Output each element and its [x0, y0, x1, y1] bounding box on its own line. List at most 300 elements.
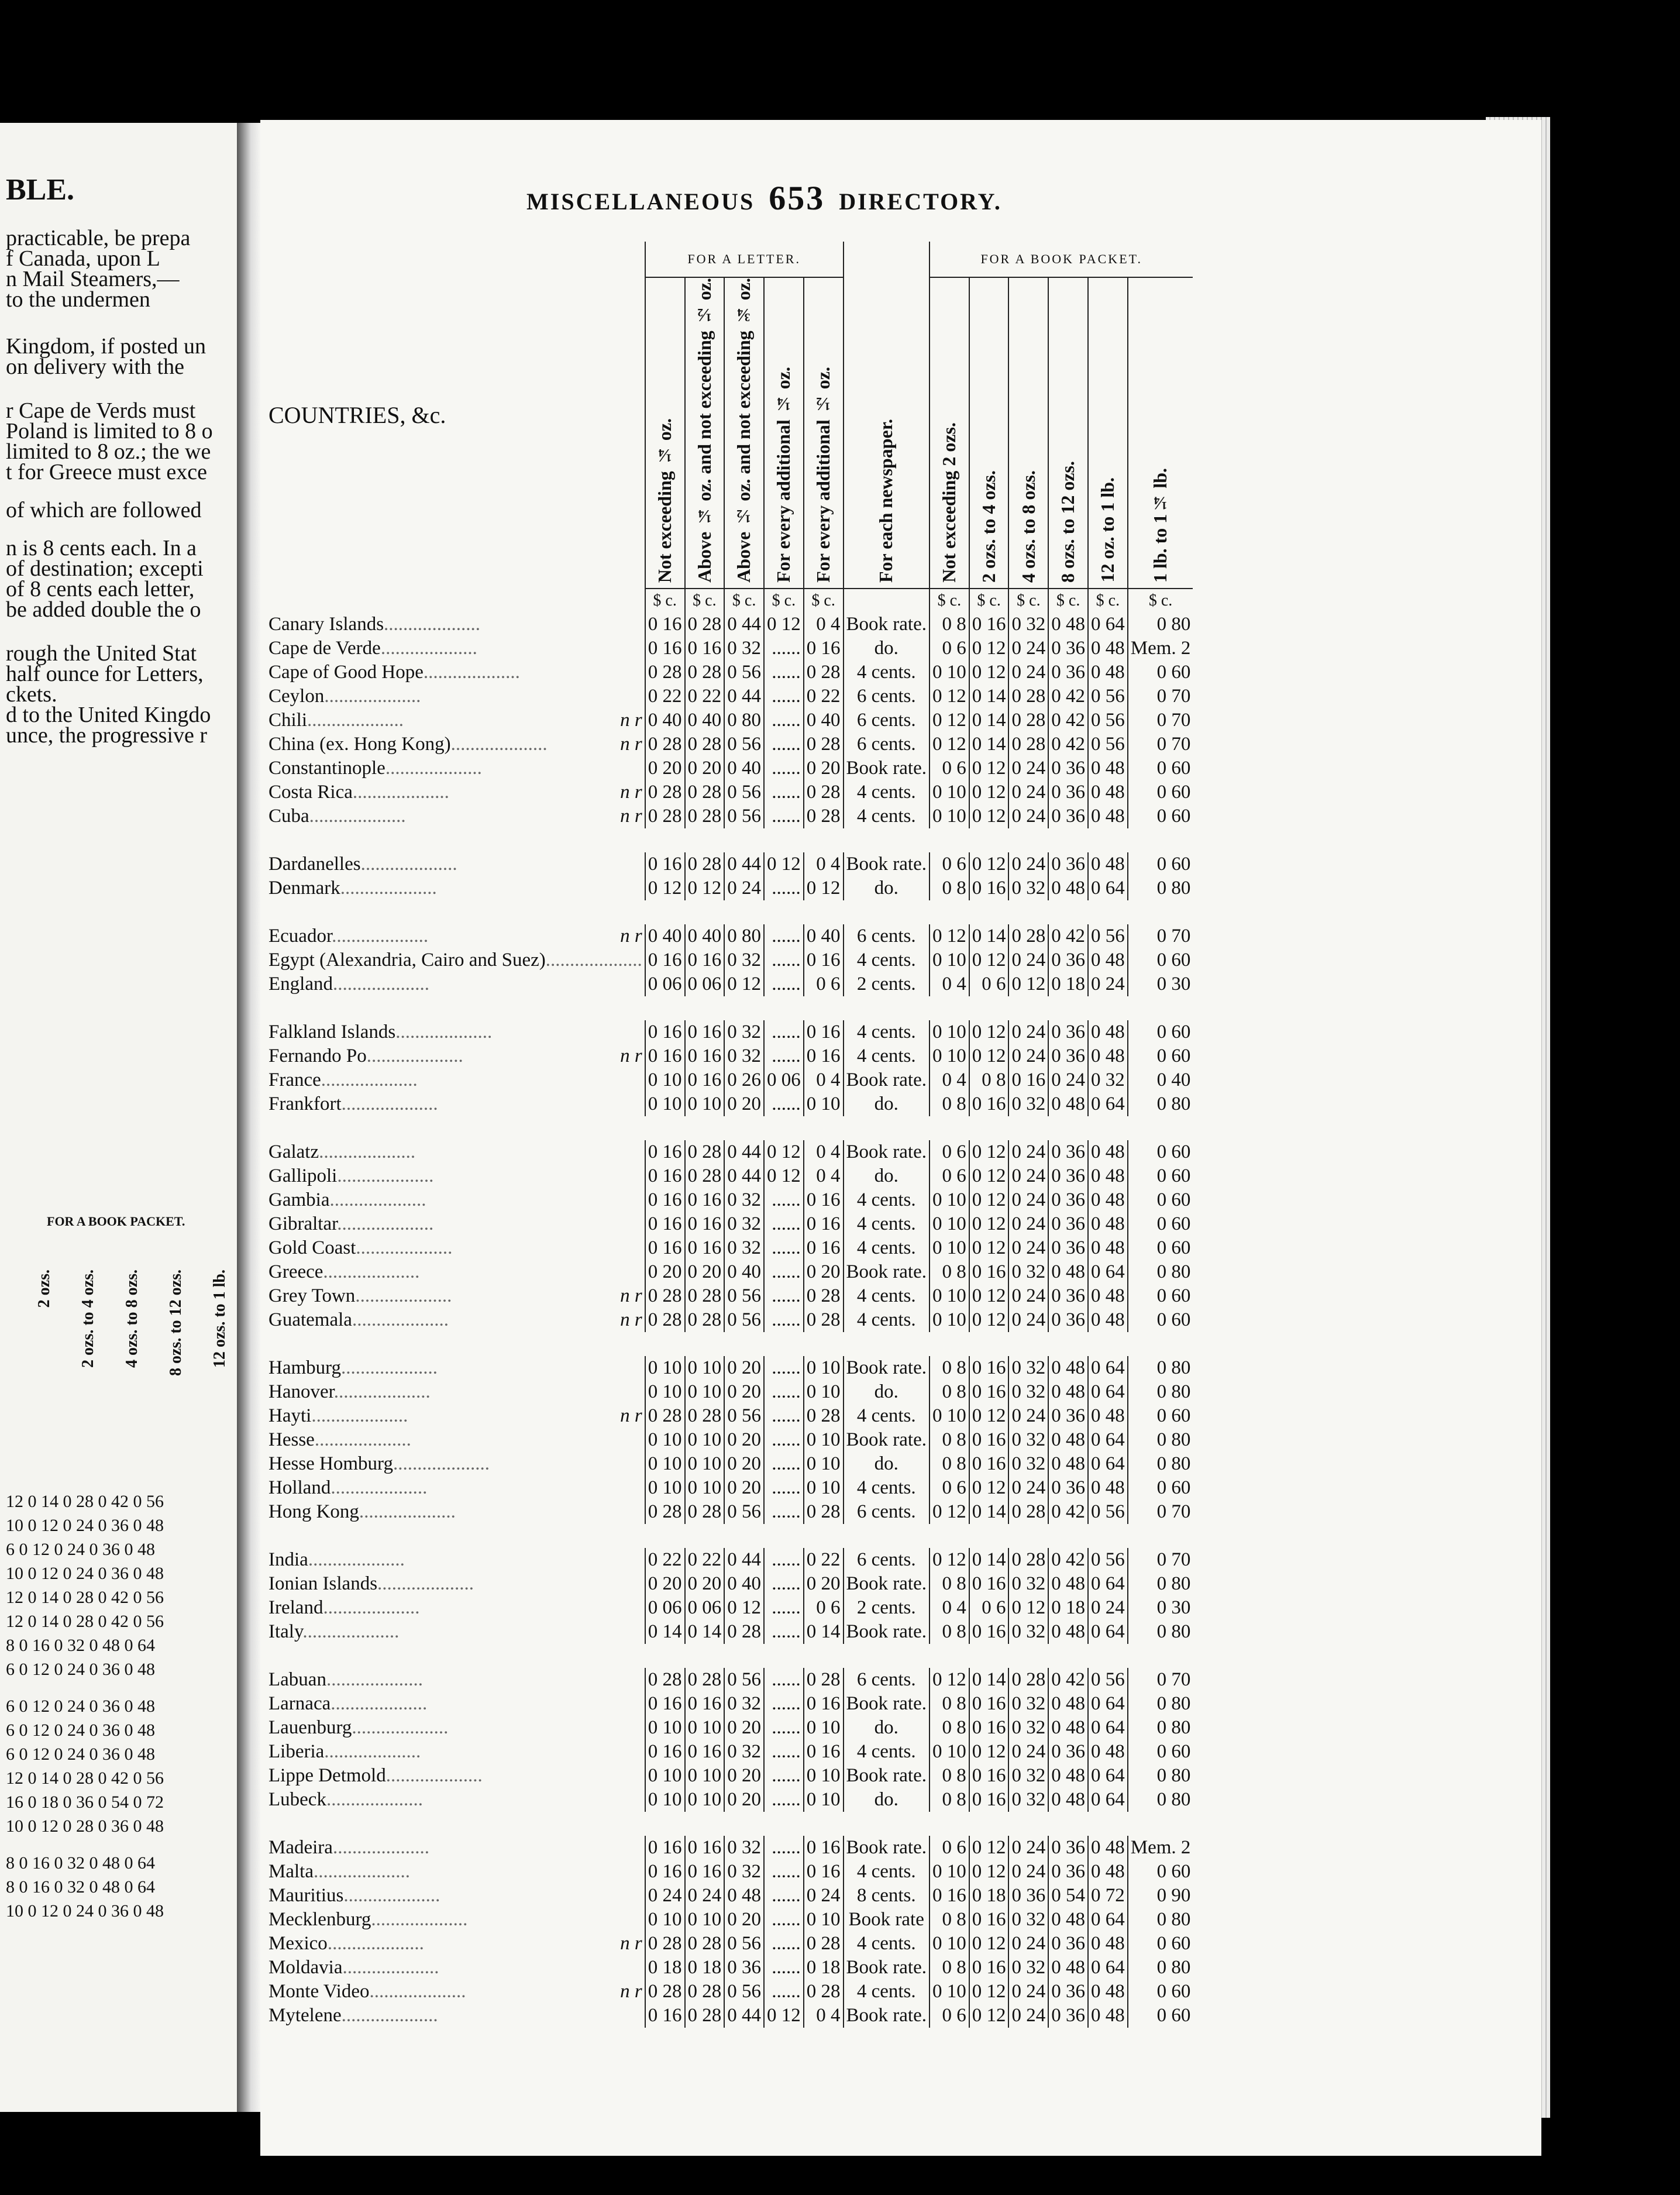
column-header: For each newspaper.	[875, 418, 897, 583]
rate-cell: Book rate.	[844, 1140, 929, 1164]
rate-cell: 0 06	[645, 972, 685, 996]
rate-cell: 0 80	[1128, 1956, 1193, 1980]
table-row	[266, 1956, 1193, 1980]
rate-cell: 0 28	[645, 780, 685, 804]
country-name: Constantinople	[268, 757, 385, 779]
rate-cell: 0 12	[929, 1668, 969, 1692]
rate-cell: 0 56	[1088, 1668, 1128, 1692]
rate-cell: 0 6	[969, 1596, 1009, 1620]
rate-cell: 0 20	[724, 1764, 764, 1788]
rate-cell: 0 10	[929, 660, 969, 684]
rate-cell: 0 48	[1048, 1788, 1088, 1812]
rate-cell: 0 60	[1128, 1020, 1193, 1044]
unit-cell: $ c.	[804, 589, 844, 613]
country-name: India	[268, 1549, 308, 1570]
rate-cell: 0 16	[1008, 1068, 1048, 1092]
column-header: 1 lb. to 1¼ lb.	[1149, 467, 1171, 583]
country-cell	[266, 1932, 645, 1956]
column-header-cell	[929, 277, 969, 589]
rate-cell: 0 24	[1008, 1476, 1048, 1500]
rate-cell: 0 56	[724, 1668, 764, 1692]
gap-cell	[266, 1812, 1193, 1836]
table-row	[266, 1140, 1193, 1164]
rate-cell: 0 16	[969, 1620, 1009, 1644]
rate-cell: 0 12	[1008, 972, 1048, 996]
country-name: Lubeck	[268, 1788, 326, 1810]
table-row	[266, 972, 1193, 996]
rate-cell: 0 28	[685, 1980, 725, 2004]
rate-cell: 0 36	[724, 1956, 764, 1980]
rate-cell: 0 28	[685, 1308, 725, 1332]
rate-cell: 0 32	[1008, 1380, 1048, 1404]
rate-cell: 0 10	[929, 1188, 969, 1212]
country-cell	[266, 852, 645, 876]
rate-cell: 0 14	[969, 732, 1009, 756]
rate-cell: 0 36	[1048, 1740, 1088, 1764]
country-name: Italy	[268, 1621, 303, 1642]
rate-cell: 0 10	[685, 1428, 725, 1452]
rate-cell: 0 42	[1048, 1668, 1088, 1692]
column-header-cell	[969, 277, 1009, 589]
rate-cell: Book rate	[844, 1908, 929, 1932]
rate-cell: ......	[764, 637, 804, 660]
rate-cell: 0 42	[1048, 708, 1088, 732]
rate-cell: 0 12	[724, 972, 764, 996]
rate-cell: 0 48	[1088, 1308, 1128, 1332]
rate-cell: 0 64	[1088, 1356, 1128, 1380]
rate-cell: ......	[764, 1404, 804, 1428]
rate-cell: 0 4	[804, 2004, 844, 2028]
rate-cell: 0 8	[929, 1572, 969, 1596]
rate-cell: 0 6	[804, 1596, 844, 1620]
rate-cell: 0 8	[929, 1452, 969, 1476]
rate-cell: 0 14	[969, 924, 1009, 948]
rate-cell: 0 12	[764, 1140, 804, 1164]
rate-cell: 0 80	[1128, 1380, 1193, 1404]
table-row	[266, 780, 1193, 804]
rate-cell: 0 64	[1088, 1692, 1128, 1716]
rate-cell: ......	[764, 684, 804, 708]
left-table-row: 6 0 12 0 24 0 36 0 48	[6, 1660, 155, 1679]
rate-cell: 0 36	[1048, 1860, 1088, 1884]
rate-cell: 0 28	[685, 780, 725, 804]
rate-cell: 0 36	[1048, 1188, 1088, 1212]
rate-cell: 0 32	[1008, 1956, 1048, 1980]
rate-cell: 0 24	[1008, 1740, 1048, 1764]
country-cell	[266, 1788, 645, 1812]
country-name: Canary Islands	[268, 613, 384, 635]
leader-dots: ....................	[329, 1189, 426, 1210]
rate-cell: 0 56	[1088, 924, 1128, 948]
rate-cell: 0 36	[1048, 1236, 1088, 1260]
rate-cell: 0 10	[685, 1092, 725, 1116]
rate-cell: 0 60	[1128, 1980, 1193, 2004]
rate-cell: 0 18	[645, 1956, 685, 1980]
rate-cell: 0 28	[685, 732, 725, 756]
table-row	[266, 1740, 1193, 1764]
rate-cell: 0 16	[685, 1836, 725, 1860]
group-gap	[266, 1524, 1193, 1548]
rate-cell: 0 80	[1128, 1356, 1193, 1380]
left-page-line: half ounce for Letters,	[6, 662, 204, 686]
rate-cell: do.	[844, 1380, 929, 1404]
rate-cell: 0 12	[929, 732, 969, 756]
rate-cell: 0 56	[724, 1932, 764, 1956]
rate-cell: 0 16	[969, 1356, 1009, 1380]
country-cell	[266, 732, 645, 756]
gap-cell	[266, 1524, 1193, 1548]
rate-cell: do.	[844, 637, 929, 660]
nr-mark: n r	[620, 781, 642, 803]
rate-cell: 0 60	[1128, 1044, 1193, 1068]
rate-cell: ......	[764, 756, 804, 780]
book-packet-group-header: FOR A BOOK PACKET.	[929, 242, 1193, 277]
column-header: Above ½ oz. and not exceeding ¾ oz.	[733, 278, 755, 583]
column-header-cell	[724, 277, 764, 589]
rate-cell: 0 40	[685, 708, 725, 732]
left-page-line: ckets.	[6, 682, 57, 707]
table-row	[266, 1044, 1193, 1068]
rate-cell: 0 36	[1048, 1140, 1088, 1164]
rate-cell: 0 24	[1008, 804, 1048, 828]
rate-cell: 0 32	[724, 1212, 764, 1236]
rate-cell: 0 8	[929, 1356, 969, 1380]
rate-cell: 0 10	[645, 1788, 685, 1812]
column-header-cell	[645, 277, 685, 589]
rate-cell: 0 48	[1048, 1620, 1088, 1644]
rate-cell: 0 28	[804, 1932, 844, 1956]
country-name: Mecklenburg	[268, 1908, 371, 1930]
rate-cell: 0 24	[1008, 1836, 1048, 1860]
country-cell	[266, 1284, 645, 1308]
rate-cell: 0 80	[1128, 1092, 1193, 1116]
leader-dots: ....................	[341, 1093, 438, 1114]
unit-row	[266, 589, 1193, 613]
left-table-row: 6 0 12 0 24 0 36 0 48	[6, 1721, 155, 1740]
rate-cell: Book rate.	[844, 1260, 929, 1284]
nr-mark: n r	[620, 805, 642, 827]
header-right: DIRECTORY.	[839, 188, 1002, 215]
country-cell	[266, 1092, 645, 1116]
left-page-line: f Canada, upon L	[6, 246, 160, 271]
column-header: Not exceeding 2 ozs.	[938, 422, 960, 583]
rate-cell: 0 10	[804, 1092, 844, 1116]
left-facing-page	[0, 123, 237, 2112]
rate-cell: 0 16	[969, 1092, 1009, 1116]
rate-cell: 0 24	[1088, 972, 1128, 996]
rate-cell: 4 cents.	[844, 1740, 929, 1764]
rate-cell: 0 20	[724, 1716, 764, 1740]
rate-cell: 0 28	[685, 2004, 725, 2028]
rate-cell: 0 28	[645, 1932, 685, 1956]
rate-cell: 4 cents.	[844, 1308, 929, 1332]
rate-cell: 0 48	[1048, 1356, 1088, 1380]
rate-cell: 0 28	[645, 732, 685, 756]
rate-cell: 0 48	[1088, 852, 1128, 876]
leader-dots: ....................	[319, 1141, 416, 1162]
unit-cell: $ c.	[1048, 589, 1088, 613]
rate-cell: Book rate.	[844, 2004, 929, 2028]
rate-cell: 0 16	[804, 1740, 844, 1764]
rate-cell: 4 cents.	[844, 1236, 929, 1260]
rate-cell: 6 cents.	[844, 1668, 929, 1692]
rate-cell: 0 16	[804, 1836, 844, 1860]
rate-cell: 0 48	[1048, 1092, 1088, 1116]
unit-cell: $ c.	[1128, 589, 1193, 613]
left-table-row: 10 0 12 0 24 0 36 0 48	[6, 1516, 164, 1535]
rate-cell: 0 48	[1088, 1860, 1128, 1884]
rate-cell: 0 80	[1128, 1692, 1193, 1716]
left-column-header: 4 ozs. to 8 ozs.	[123, 1269, 141, 1368]
left-page-line: practicable, be prepa	[6, 226, 191, 250]
rate-cell: 0 64	[1088, 1572, 1128, 1596]
rate-cell: ......	[764, 1908, 804, 1932]
rate-cell: 0 16	[804, 1188, 844, 1212]
rate-cell: 0 48	[1088, 1980, 1128, 2004]
leader-dots: ....................	[332, 925, 429, 947]
table-row	[266, 1404, 1193, 1428]
table-row	[266, 1212, 1193, 1236]
rate-cell: 0 24	[1008, 1212, 1048, 1236]
gap-cell	[266, 1332, 1193, 1356]
rate-cell: 0 56	[724, 1404, 764, 1428]
rate-cell: ......	[764, 1764, 804, 1788]
rate-cell: 0 12	[645, 876, 685, 900]
rate-cell: 0 14	[969, 708, 1009, 732]
leader-dots: ....................	[302, 1621, 400, 1642]
rate-cell: 0 48	[1088, 1836, 1128, 1860]
leader-dots: ....................	[355, 1285, 452, 1306]
rate-cell: 0 10	[804, 1764, 844, 1788]
rate-cell: 0 60	[1128, 756, 1193, 780]
rate-cell: 0 16	[969, 1956, 1009, 1980]
rate-cell: 0 4	[804, 1068, 844, 1092]
country-name: Gambia	[268, 1189, 330, 1210]
leader-dots: ....................	[395, 1021, 493, 1043]
rate-cell: ......	[764, 1236, 804, 1260]
rate-cell: 0 48	[1088, 1188, 1128, 1212]
unit-cell: $ c.	[685, 589, 725, 613]
country-name: Costa Rica	[268, 781, 353, 803]
country-cell	[266, 1356, 645, 1380]
rate-cell: 0 16	[969, 1572, 1009, 1596]
rate-cell: 0 18	[804, 1956, 844, 1980]
rate-cell: 0 16	[969, 613, 1009, 637]
rate-cell: 0 12	[969, 1836, 1009, 1860]
rate-cell: 0 12	[764, 613, 804, 637]
rate-cell: ......	[764, 732, 804, 756]
table-row	[266, 756, 1193, 780]
rate-cell: 0 20	[724, 1356, 764, 1380]
rate-cell: 0 18	[1048, 1596, 1088, 1620]
rate-cell: ......	[764, 708, 804, 732]
rate-cell: 0 16	[645, 948, 685, 972]
country-cell	[266, 1764, 645, 1788]
rate-cell: 0 24	[1008, 1980, 1048, 2004]
rate-cell: 0 80	[1128, 613, 1193, 637]
rate-cell: 0 16	[929, 1884, 969, 1908]
rate-cell: 0 64	[1088, 1788, 1128, 1812]
rate-cell: Book rate.	[844, 1836, 929, 1860]
country-name: Egypt (Alexandria, Cairo and Suez)	[268, 949, 546, 971]
rate-cell: 0 24	[1008, 2004, 1048, 2028]
leader-dots: ....................	[450, 733, 548, 755]
table-row	[266, 1596, 1193, 1620]
rate-cell: 4 cents.	[844, 780, 929, 804]
rate-cell: 0 12	[969, 1740, 1009, 1764]
country-cell	[266, 708, 645, 732]
country-name: Hong Kong	[268, 1501, 359, 1522]
rate-cell: 0 32	[1008, 1716, 1048, 1740]
left-table-row: 8 0 16 0 32 0 48 0 64	[6, 1877, 155, 1897]
table-row	[266, 876, 1193, 900]
rate-cell: 0 10	[929, 1860, 969, 1884]
country-name: Galatz	[268, 1141, 319, 1162]
left-column-header: 2 ozs.	[35, 1269, 53, 1308]
rate-cell: ......	[764, 1980, 804, 2004]
rate-cell: do.	[844, 1716, 929, 1740]
leader-dots: ....................	[307, 709, 404, 731]
page-header	[526, 178, 1002, 218]
rate-cell: 0 28	[685, 1404, 725, 1428]
column-header-cell	[685, 277, 725, 589]
rate-cell: 0 12	[969, 1020, 1009, 1044]
rate-cell: 0 28	[645, 660, 685, 684]
rate-cell: 0 26	[724, 1068, 764, 1092]
rate-cell: 0 10	[685, 1380, 725, 1404]
country-cell	[266, 972, 645, 996]
country-cell	[266, 684, 645, 708]
left-page-line: of 8 cents each letter,	[6, 577, 195, 601]
rate-cell: 0 6	[929, 1164, 969, 1188]
rate-cell: 0 36	[1048, 780, 1088, 804]
country-cell	[266, 1716, 645, 1740]
rate-cell: 0 32	[1008, 1356, 1048, 1380]
rate-cell: ......	[764, 948, 804, 972]
rate-cell: 0 10	[929, 1980, 969, 2004]
rate-cell: 0 12	[929, 924, 969, 948]
left-table-row: 12 0 14 0 28 0 42 0 56	[6, 1769, 164, 1788]
rate-cell: 0 28	[645, 804, 685, 828]
rate-cell: 0 40	[645, 708, 685, 732]
rate-cell: ......	[764, 660, 804, 684]
rate-cell: 0 60	[1128, 1236, 1193, 1260]
country-name: Mytelene	[268, 2004, 342, 2026]
rate-cell: 0 12	[764, 852, 804, 876]
rate-cell: Book rate.	[844, 1956, 929, 1980]
table-row	[266, 708, 1193, 732]
rate-cell: 0 32	[1008, 1260, 1048, 1284]
leader-dots: ....................	[341, 2004, 438, 2026]
rate-cell: 0 12	[969, 660, 1009, 684]
rate-cell: 0 60	[1128, 780, 1193, 804]
rate-cell: 0 24	[645, 1884, 685, 1908]
country-name: Gold Coast	[268, 1237, 356, 1258]
country-name: Monte Video	[268, 1980, 370, 2002]
rate-cell: ......	[764, 1836, 804, 1860]
rate-cell: 0 48	[1088, 1284, 1128, 1308]
rate-cell: 0 22	[804, 1548, 844, 1572]
country-name: Hesse	[268, 1429, 315, 1450]
rate-cell: 0 4	[804, 852, 844, 876]
leader-dots: ....................	[314, 1429, 411, 1450]
rate-cell: 0 10	[929, 1404, 969, 1428]
rate-cell: 0 48	[1048, 1716, 1088, 1740]
leader-dots: ....................	[327, 1932, 424, 1954]
rate-cell: 0 28	[804, 780, 844, 804]
rate-cell: 0 36	[1048, 1980, 1088, 2004]
rate-cell: 0 20	[804, 1260, 844, 1284]
table-row	[266, 1932, 1193, 1956]
rate-cell: 0 20	[724, 1428, 764, 1452]
table-row	[266, 1068, 1193, 1092]
rate-cell: 0 10	[645, 1428, 685, 1452]
rate-cell: 0 60	[1128, 1140, 1193, 1164]
rate-cell: 0 10	[645, 1908, 685, 1932]
left-table-row: 16 0 18 0 36 0 54 0 72	[6, 1793, 164, 1812]
rate-cell: 0 28	[1008, 1548, 1048, 1572]
rate-cell: 0 12	[969, 756, 1009, 780]
rate-cell: 0 16	[969, 1908, 1009, 1932]
rate-cell: 0 48	[1088, 780, 1128, 804]
rate-cell: 0 42	[1048, 684, 1088, 708]
leader-dots: ....................	[324, 1740, 421, 1762]
rate-cell: 4 cents.	[844, 948, 929, 972]
rate-cell: 0 8	[929, 1260, 969, 1284]
rate-cell: 0 32	[724, 1860, 764, 1884]
gap-cell	[266, 900, 1193, 924]
rate-cell: 6 cents.	[844, 684, 929, 708]
column-header: Above ¼ oz. and not exceeding ½ oz.	[693, 278, 715, 583]
rate-cell: 0 18	[969, 1884, 1009, 1908]
rate-cell: 0 48	[1048, 876, 1088, 900]
country-name: England	[268, 973, 333, 995]
rate-cell: do.	[844, 1452, 929, 1476]
rate-cell: 0 24	[1008, 660, 1048, 684]
rate-cell: ......	[764, 1884, 804, 1908]
rate-cell: 0 48	[1048, 1692, 1088, 1716]
rate-cell: 0 10	[685, 1356, 725, 1380]
rate-cell: 0 10	[645, 1068, 685, 1092]
rate-cell: 0 16	[804, 1860, 844, 1884]
rate-cell: 4 cents.	[844, 1404, 929, 1428]
country-cell	[266, 1404, 645, 1428]
rate-cell: 0 22	[804, 684, 844, 708]
table-row	[266, 1668, 1193, 1692]
gap-cell	[266, 1644, 1193, 1668]
rate-cell: 0 36	[1048, 1308, 1088, 1332]
rate-cell: 0 10	[685, 1764, 725, 1788]
rate-cell: ......	[764, 924, 804, 948]
rate-cell: 0 12	[929, 684, 969, 708]
rate-cell: 0 36	[1048, 1212, 1088, 1236]
country-cell	[266, 948, 645, 972]
table-row	[266, 660, 1193, 684]
country-cell	[266, 1188, 645, 1212]
rate-cell: 0 56	[724, 1308, 764, 1332]
rate-cell: 0 16	[804, 637, 844, 660]
rate-cell: 6 cents.	[844, 708, 929, 732]
rate-cell: 0 80	[1128, 1908, 1193, 1932]
rate-cell: 0 12	[969, 852, 1009, 876]
leader-dots: ....................	[356, 1237, 453, 1258]
rate-cell: 0 06	[685, 1596, 725, 1620]
rate-cell: 0 48	[1088, 1740, 1128, 1764]
rate-cell: 0 32	[1008, 1620, 1048, 1644]
rate-cell: 0 36	[1048, 852, 1088, 876]
rate-cell: 0 10	[929, 804, 969, 828]
rate-cell: 0 80	[1128, 1764, 1193, 1788]
